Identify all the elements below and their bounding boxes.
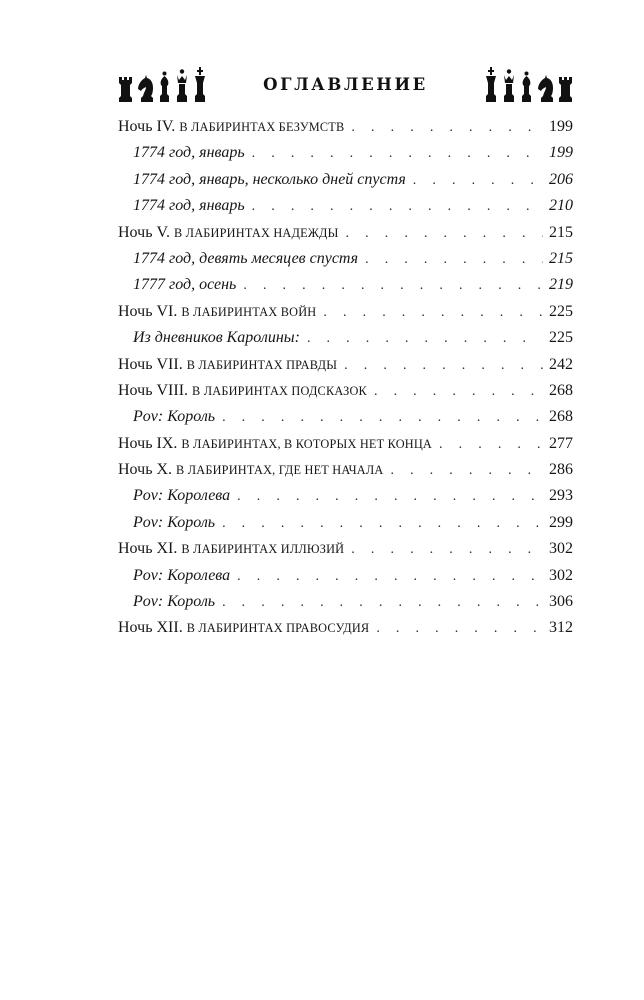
dot-leader: [222, 511, 543, 537]
page-number: 302: [549, 540, 573, 558]
toc-subentry[interactable]: [118, 193, 573, 219]
dot-leader: [252, 141, 543, 167]
dot-leader: [344, 353, 543, 379]
page-number: 286: [549, 461, 573, 479]
toc-entry-label: [133, 563, 230, 589]
subentry-title: Pov: Королева: [133, 566, 231, 584]
toc-entry-label: [118, 378, 367, 404]
toc-subentry[interactable]: [118, 510, 573, 536]
dot-leader: [222, 590, 543, 616]
subentry-title: Pov: Король: [133, 513, 216, 531]
dot-leader: [351, 537, 543, 563]
toc-entry-label: [118, 220, 339, 246]
chapter-title: В ЛАБИРИНТАХ ПРАВОСУДИЯ: [186, 621, 370, 636]
toc-entry-label: [133, 483, 230, 509]
toc-entry-label: [133, 140, 245, 166]
toc-entry[interactable]: [118, 220, 573, 246]
subentry-title: 1774 год, январь: [133, 144, 245, 162]
dot-leader: [365, 247, 543, 273]
subentry-title: Из дневников Каролины:: [133, 329, 300, 347]
dot-leader: [252, 194, 543, 220]
dot-leader: [346, 221, 543, 247]
night-number: Ночь VII.: [118, 355, 183, 373]
toc-entry-label: [133, 404, 215, 430]
table-of-contents: [118, 114, 573, 642]
toc-subentry[interactable]: [118, 325, 573, 351]
dot-leader: [237, 484, 543, 510]
toc-entry-label: [133, 325, 300, 351]
subentry-title: 1774 год, январь, несколько дней спустя: [133, 170, 406, 188]
dot-leader: [374, 379, 543, 405]
page-number: 242: [549, 355, 573, 373]
page-number: 215: [549, 249, 573, 267]
dot-leader: [243, 273, 543, 299]
toc-entry-label: [118, 615, 369, 641]
toc-entry[interactable]: [118, 378, 573, 404]
dot-leader: [222, 405, 543, 431]
page-number: 277: [549, 434, 573, 452]
chapter-title: В ЛАБИРИНТАХ НАДЕЖДЫ: [173, 225, 339, 240]
toc-entry[interactable]: [118, 457, 573, 483]
page-title: ОГЛАВЛЕНИЕ: [263, 75, 428, 94]
chapter-title: В ЛАБИРИНТАХ ПРАВДЫ: [186, 357, 338, 372]
page-number: 199: [549, 118, 573, 135]
toc-entry-label: [133, 510, 215, 536]
subentry-title: 1774 год, девять месяцев спустя: [133, 249, 359, 267]
toc-entry-label: [118, 299, 316, 325]
king-icon: [480, 67, 498, 102]
toc-entry[interactable]: [118, 299, 573, 325]
toc-subentry[interactable]: [118, 246, 573, 272]
page-number: 225: [549, 329, 573, 347]
subentry-title: 1777 год, осень: [133, 276, 237, 294]
chapter-title: В ЛАБИРИНТАХ ИЛЛЮЗИЙ: [181, 542, 345, 557]
queen-icon: [498, 69, 516, 102]
toc-entry-label: [133, 246, 358, 272]
night-number: Ночь V.: [118, 223, 170, 241]
dot-leader: [376, 616, 543, 642]
chapter-title: В ЛАБИРИНТАХ БЕЗУМСТВ: [179, 120, 345, 134]
toc-subentry[interactable]: [118, 483, 573, 509]
toc-entry[interactable]: [118, 114, 573, 140]
toc-entry-label: [118, 114, 344, 140]
toc-subentry[interactable]: [118, 563, 573, 589]
toc-entry-label: [118, 457, 383, 483]
page-number: 199: [549, 144, 573, 162]
dot-leader: [351, 115, 543, 141]
page-number: 206: [549, 170, 573, 188]
chapter-title: В ЛАБИРИНТАХ, ГДЕ НЕТ НАЧАЛА: [176, 463, 384, 478]
night-number: Ночь XII.: [118, 619, 183, 637]
chess-pieces-right: [480, 66, 573, 102]
toc-subentry[interactable]: [118, 589, 573, 615]
page-number: 215: [549, 223, 573, 241]
toc-subentry[interactable]: [118, 140, 573, 166]
dot-leader: [323, 300, 543, 326]
subentry-title: Pov: Король: [133, 408, 216, 426]
night-number: Ночь X.: [118, 461, 173, 479]
toc-entry-label: [133, 589, 215, 615]
dot-leader: [413, 168, 543, 194]
knight-icon: [533, 74, 554, 102]
toc-entry-label: [118, 431, 432, 457]
night-number: Ночь VIII.: [118, 381, 189, 399]
dot-leader: [237, 564, 543, 590]
night-number: Ночь VI.: [118, 302, 178, 320]
page-number: 299: [549, 513, 573, 531]
night-number: Ночь XI.: [118, 540, 178, 558]
page-number: 302: [549, 566, 573, 584]
bishop-icon: [516, 71, 533, 102]
toc-subentry[interactable]: [118, 272, 573, 298]
toc-subentry[interactable]: [118, 404, 573, 430]
toc-entry-label: [133, 272, 236, 298]
page-number: 219: [549, 276, 573, 294]
page-number: 225: [549, 302, 573, 320]
subentry-title: 1774 год, январь: [133, 197, 245, 215]
toc-entry[interactable]: [118, 431, 573, 457]
rook-icon: [554, 74, 573, 102]
subentry-title: Pov: Король: [133, 593, 216, 611]
page-number: 306: [549, 593, 573, 611]
page-number: 312: [549, 619, 573, 637]
chapter-title: В ЛАБИРИНТАХ, В КОТОРЫХ НЕТ КОНЦА: [181, 436, 433, 451]
toc-entry-label: [118, 352, 337, 378]
toc-entry[interactable]: [118, 615, 573, 641]
toc-entry-label: [133, 167, 406, 193]
toc-entry-label: [118, 536, 344, 562]
dot-leader: [439, 432, 543, 458]
toc-subentry[interactable]: [118, 167, 573, 193]
dot-leader: [307, 326, 543, 352]
night-number: Ночь IX.: [118, 434, 178, 452]
page-number: 268: [549, 381, 573, 399]
toc-header: [118, 66, 573, 102]
page-number: 293: [549, 487, 573, 505]
dot-leader: [390, 458, 543, 484]
page-number: 268: [549, 408, 573, 426]
chapter-title: В ЛАБИРИНТАХ ПОДСКАЗОК: [192, 383, 367, 398]
toc-entry-label: [133, 193, 245, 219]
toc-entry[interactable]: [118, 352, 573, 378]
page-number: 210: [549, 197, 573, 215]
subentry-title: Pov: Королева: [133, 487, 231, 505]
night-number: Ночь IV.: [118, 118, 176, 135]
chapter-title: В ЛАБИРИНТАХ ВОЙН: [181, 304, 317, 319]
toc-entry[interactable]: [118, 536, 573, 562]
